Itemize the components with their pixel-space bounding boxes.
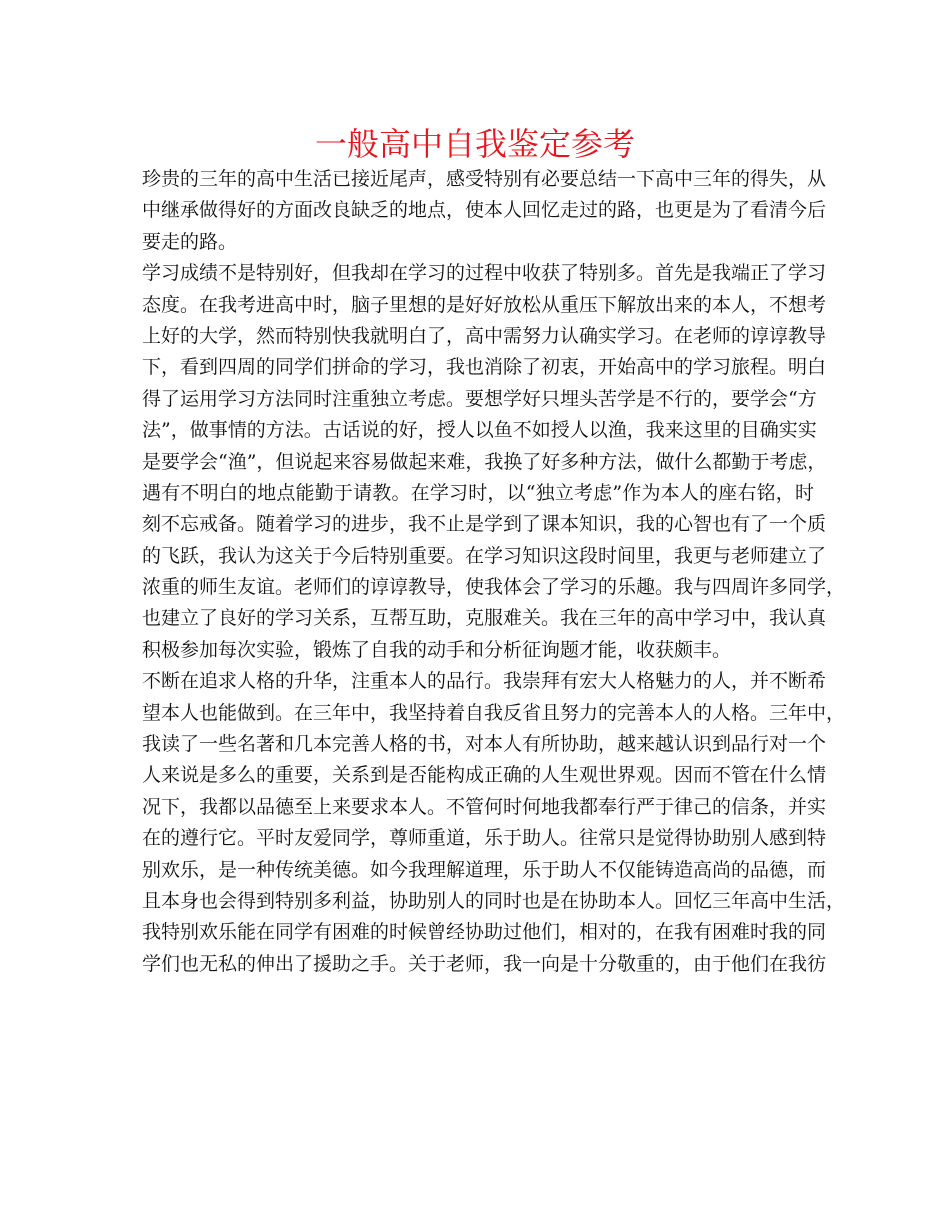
text-line: 积极参加每次实验，锻炼了自我的动手和分析征询题才能，收获颇丰。 [142, 638, 732, 661]
text-line: 况下，我都以品德至上来要求本人。不管何时何地我都奉行严于律己的信条，并实 [142, 795, 827, 818]
text-line: 别欢乐，是一种传统美德。如今我理解道理，乐于助人不仅能铸造高尚的品德，而 [142, 858, 827, 881]
text-line: 人来说是多么的重要，关系到是否能构成正确的人生观世界观。因而不管在什么情 [142, 764, 827, 787]
text-line: 不断在追求人格的升华，注重本人的品行。我崇拜有宏大人格魅力的人，并不断希 [142, 670, 827, 693]
document-body [142, 164, 846, 980]
text-line: 中继承做得好的方面改良缺乏的地点，使本人回忆走过的路，也更是为了看清今后 [142, 199, 827, 222]
text-line: 刻不忘戒备。随着学习的进步，我不止是学到了课本知识，我的心智也有了一个质 [142, 513, 827, 536]
text-line: 学习成绩不是特别好，但我却在学习的过程中收获了特别多。首先是我端正了学习 [142, 262, 827, 285]
text-line: 的飞跃，我认为这关于今后特别重要。在学习知识这段时间里，我更与老师建立了 [142, 544, 827, 567]
text-line: 我读了一些名著和几本完善人格的书，对本人有所协助，越来越认识到品行对一个 [142, 733, 827, 756]
text-line: 是要学会“渔”，但说起来容易做起来难，我换了好多种方法，做什么都勤于考虑， [142, 450, 827, 473]
text-line: 法”，做事情的方法。古话说的好，授人以鱼不如授人以渔，我来这里的目确实实 [142, 419, 817, 442]
text-line: 浓重的师生友谊。老师们的谆谆教导，使我体会了学习的乐趣。我与四周许多同学， [142, 576, 846, 599]
text-line: 下，看到四周的同学们拼命的学习，我也消除了初衷，开始高中的学习旅程。明白 [142, 356, 827, 379]
text-line: 态度。在我考进高中时，脑子里想的是好好放松从重压下解放出来的本人，不想考 [142, 293, 827, 316]
text-line: 上好的大学，然而特别快我就明白了，高中需努力认确实学习。在老师的谆谆教导 [142, 324, 827, 347]
document-title: 一般高中自我鉴定参考 [314, 125, 635, 163]
text-line: 也建立了良好的学习关系，互帮互助，克服难关。我在三年的高中学习中，我认真 [142, 607, 827, 630]
text-line: 珍贵的三年的高中生活已接近尾声，感受特别有必要总结一下高中三年的得失，从 [142, 168, 827, 190]
text-line: 在的遵行它。平时友爱同学，尊师重道，乐于助人。往常只是觉得协助别人感到特 [142, 827, 827, 850]
text-line: 且本身也会得到特别多利益，协助别人的同时也是在协助本人。回忆三年高中生活， [142, 889, 846, 912]
text-line: 得了运用学习方法同时注重独立考虑。要想学好只埋头苦学是不行的，要学会“方 [142, 387, 817, 410]
text-line: 遇有不明白的地点能勤于请教。在学习时，以“独立考虑”作为本人的座右铭，时 [142, 481, 814, 504]
text-line: 学们也无私的伸出了援助之手。关于老师，我一向是十分敬重的，由于他们在我彷 [142, 952, 827, 975]
text-line: 望本人也能做到。在三年中，我坚持着自我反省且努力的完善本人的人格。三年中， [142, 701, 846, 724]
text-line: 我特别欢乐能在同学有困难的时候曾经协助过他们，相对的，在我有困难时我的同 [142, 921, 827, 944]
text-line: 要走的路。 [142, 230, 238, 253]
